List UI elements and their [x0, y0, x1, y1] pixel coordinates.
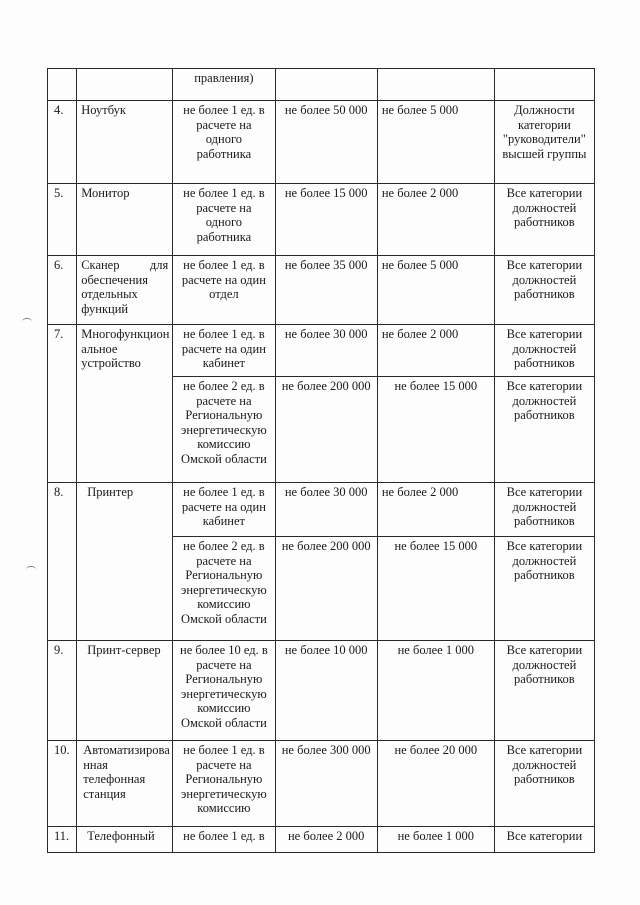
- row-number: 8.: [48, 483, 77, 641]
- row-number: 5.: [48, 184, 77, 256]
- price-limit: не более 300 000: [275, 741, 377, 827]
- staff-category: Все категории должностей работников: [494, 184, 594, 256]
- price-limit: не более 30 000: [275, 483, 377, 537]
- quantity-norm: не более 1 ед. в расчете на одного работника: [173, 184, 275, 256]
- quantity-norm: не более 1 ед. в расчете на один отдел: [173, 256, 275, 325]
- table-row: [48, 256, 595, 325]
- continuation-text: правления): [173, 69, 275, 101]
- quantity-norm: не более 1 ед. в расчете на одного работника: [173, 101, 275, 184]
- staff-category: Должности категории "руководители" высшей группы: [494, 101, 594, 184]
- quantity-norm: не более 1 ед. в расчете на один кабинет: [173, 483, 275, 537]
- row-number: 7.: [48, 325, 77, 483]
- table-row: [48, 325, 595, 377]
- table-row: [48, 827, 595, 853]
- row-number: 6.: [48, 256, 77, 325]
- quantity-norm: не более 1 ед. в расчете на один кабинет: [173, 325, 275, 377]
- table-row: [48, 101, 595, 184]
- item-name: Ноутбук: [77, 101, 173, 184]
- quantity-norm: не более 2 ед. в расчете на Региональную энергетическую комиссию Омской области: [173, 377, 275, 483]
- quantity-norm: не более 10 ед. в расчете на Региональную энергетическую комиссию Омской области: [173, 641, 275, 741]
- staff-category: Все категории должностей работников: [494, 377, 594, 483]
- price-limit-secondary: не более 2 000: [377, 483, 494, 537]
- price-limit-secondary: не более 2 000: [377, 184, 494, 256]
- price-limit: не более 30 000: [275, 325, 377, 377]
- price-limit-secondary: не более 5 000: [377, 256, 494, 325]
- item-name: Многофункцион альное устройство: [77, 325, 173, 483]
- margin-mark: [26, 566, 36, 573]
- quantity-norm: не более 1 ед. в расчете на Региональную энергетическую комиссию: [173, 741, 275, 827]
- item-name: Монитор: [77, 184, 173, 256]
- staff-category: Все категории должностей работников: [494, 641, 594, 741]
- item-name: Принтер: [77, 483, 173, 641]
- price-limit-secondary: не более 15 000: [377, 377, 494, 483]
- price-limit: не более 15 000: [275, 184, 377, 256]
- staff-category: Все категории должностей работников: [494, 325, 594, 377]
- price-limit: не более 35 000: [275, 256, 377, 325]
- table-row: [48, 184, 595, 256]
- price-limit-secondary: не более 1 000: [377, 641, 494, 741]
- table-row: [48, 483, 595, 537]
- price-limit: не более 200 000: [275, 537, 377, 641]
- price-limit-secondary: не более 2 000: [377, 325, 494, 377]
- item-name: Автоматизирова нная телефонная станция: [77, 741, 173, 827]
- quantity-norm: не более 1 ед. в: [173, 827, 275, 853]
- item-name: Принт-сервер: [77, 641, 173, 741]
- staff-category: Все категории должностей работников: [494, 537, 594, 641]
- item-name: Телефонный: [77, 827, 173, 853]
- row-number: 4.: [48, 101, 77, 184]
- staff-category: Все категории должностей работников: [494, 483, 594, 537]
- price-limit-secondary: не более 20 000: [377, 741, 494, 827]
- price-limit-secondary: не более 5 000: [377, 101, 494, 184]
- staff-category: Все категории: [494, 827, 594, 853]
- price-limit-secondary: не более 1 000: [377, 827, 494, 853]
- item-name: Сканер для обеспечения отдельных функций: [77, 256, 173, 325]
- row-number: 9.: [48, 641, 77, 741]
- table-row: [48, 641, 595, 741]
- price-limit-secondary: не более 15 000: [377, 537, 494, 641]
- table-row: [48, 741, 595, 827]
- price-limit: не более 2 000: [275, 827, 377, 853]
- price-limit: не более 10 000: [275, 641, 377, 741]
- price-limit: не более 200 000: [275, 377, 377, 483]
- price-limit: не более 50 000: [275, 101, 377, 184]
- staff-category: Все категории должностей работников: [494, 741, 594, 827]
- margin-mark: [22, 318, 32, 325]
- row-number: 10.: [48, 741, 77, 827]
- row-number: 11.: [48, 827, 77, 853]
- equipment-norms-table: [47, 68, 595, 853]
- table-row-continuation: [48, 69, 595, 101]
- quantity-norm: не более 2 ед. в расчете на Региональную энергетическую комиссию Омской области: [173, 537, 275, 641]
- staff-category: Все категории должностей работников: [494, 256, 594, 325]
